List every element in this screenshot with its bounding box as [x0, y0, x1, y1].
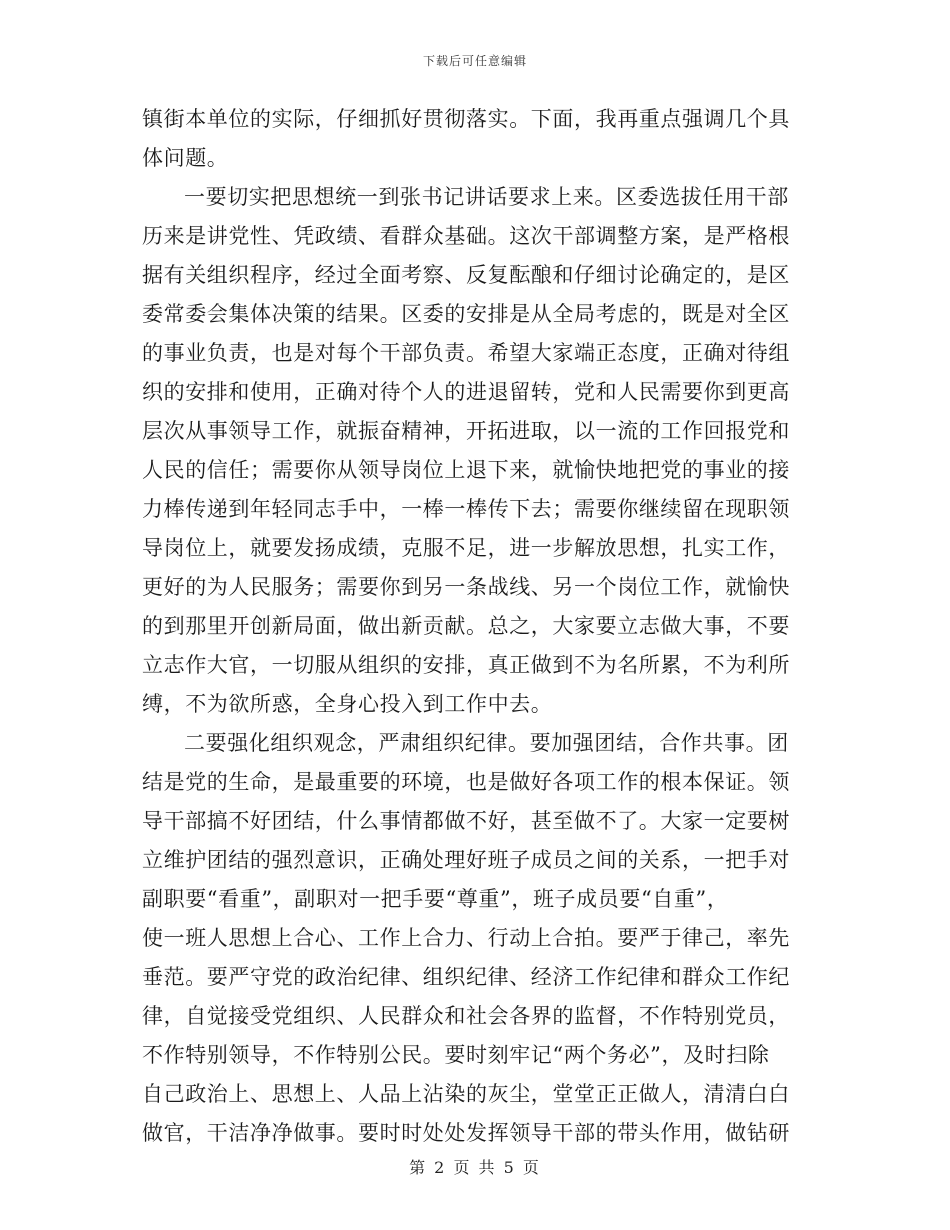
page-number: 第 2 页 共 5 页: [409, 1158, 541, 1177]
text-line: 体问题。: [142, 146, 229, 170]
text-line: 的到那里开创新局面，做出新贡献。总之，大家要立志做大事，不要: [142, 614, 790, 638]
paragraph-start-line: 二要强化组织观念，严肃组织纪律。要加强团结，合作共事。团: [184, 731, 789, 755]
text-line: 镇街本单位的实际，仔细抓好贯彻落实。下面，我再重点强调几个具: [142, 107, 790, 131]
text-line: 的事业负责，也是对每个干部负责。希望大家端正态度，正确对待组: [142, 341, 790, 365]
text-line: 不作特别领导，不作特别公民。要时刻牢记“两个务必”，及时扫除: [142, 1043, 770, 1067]
text-line: 织的安排和使用，正确对待个人的进退留转，党和人民需要你到更高: [142, 380, 790, 404]
text-line: 立志作大官，一切服从组织的安排，真正做到不为名所累，不为利所: [142, 653, 790, 677]
text-line: 自己政治上、思想上、人品上沾染的灰尘，堂堂正正做人，清清白白: [142, 1082, 790, 1106]
text-line: 人民的信任；需要你从领导岗位上退下来，就愉快地把党的事业的接: [142, 458, 790, 482]
text-line: 历来是讲党性、凭政绩、看群众基础。这次干部调整方案，是严格根: [142, 224, 790, 248]
text-line: 垂范。要严守党的政治纪律、组织纪律、经济工作纪律和群众工作纪: [142, 965, 790, 989]
text-line: 缚，不为欲所惑，全身心投入到工作中去。: [142, 692, 553, 716]
text-line: 结是党的生命，是最重要的环境，也是做好各项工作的根本保证。领: [142, 770, 790, 794]
text-line: 使一班人思想上合心、工作上合力、行动上合拍。要严于律己，率先: [142, 926, 790, 950]
text-line: 副职要“看重”，副职对一把手要“尊重”，班子成员要“自重”，: [142, 887, 729, 911]
text-line: 力棒传递到年轻同志手中，一棒一棒传下去；需要你继续留在现职领: [142, 497, 790, 521]
text-line: 据有关组织程序，经过全面考察、反复酝酿和仔细讨论确定的，是区: [142, 263, 790, 287]
text-line: 做官，干洁净净做事。要时时处处发挥领导干部的带头作用，做钻研: [142, 1121, 790, 1145]
header-note: 下载后可任意编辑: [422, 54, 527, 68]
paragraph-start-line: 一要切实把思想统一到张书记讲话要求上来。区委选拔任用干部: [184, 185, 789, 209]
text-line: 导岗位上，就要发扬成绩，克服不足，进一步解放思想，扎实工作，: [142, 536, 790, 560]
text-line: 导干部搞不好团结，什么事情都做不好，甚至做不了。大家一定要树: [142, 809, 790, 833]
document-body: [142, 100, 797, 1153]
text-line: 委常委会集体决策的结果。区委的安排是从全局考虑的，既是对全区: [142, 302, 790, 326]
text-line: 更好的为人民服务；需要你到另一条战线、另一个岗位工作，就愉快: [142, 575, 790, 599]
text-line: 律，自觉接受党组织、人民群众和社会各界的监督，不作特别党员，: [142, 1004, 790, 1028]
text-line: 立维护团结的强烈意识，正确处理好班子成员之间的关系，一把手对: [142, 848, 790, 872]
text-line: 层次从事领导工作，就振奋精神，开拓进取，以一流的工作回报党和: [142, 419, 790, 443]
